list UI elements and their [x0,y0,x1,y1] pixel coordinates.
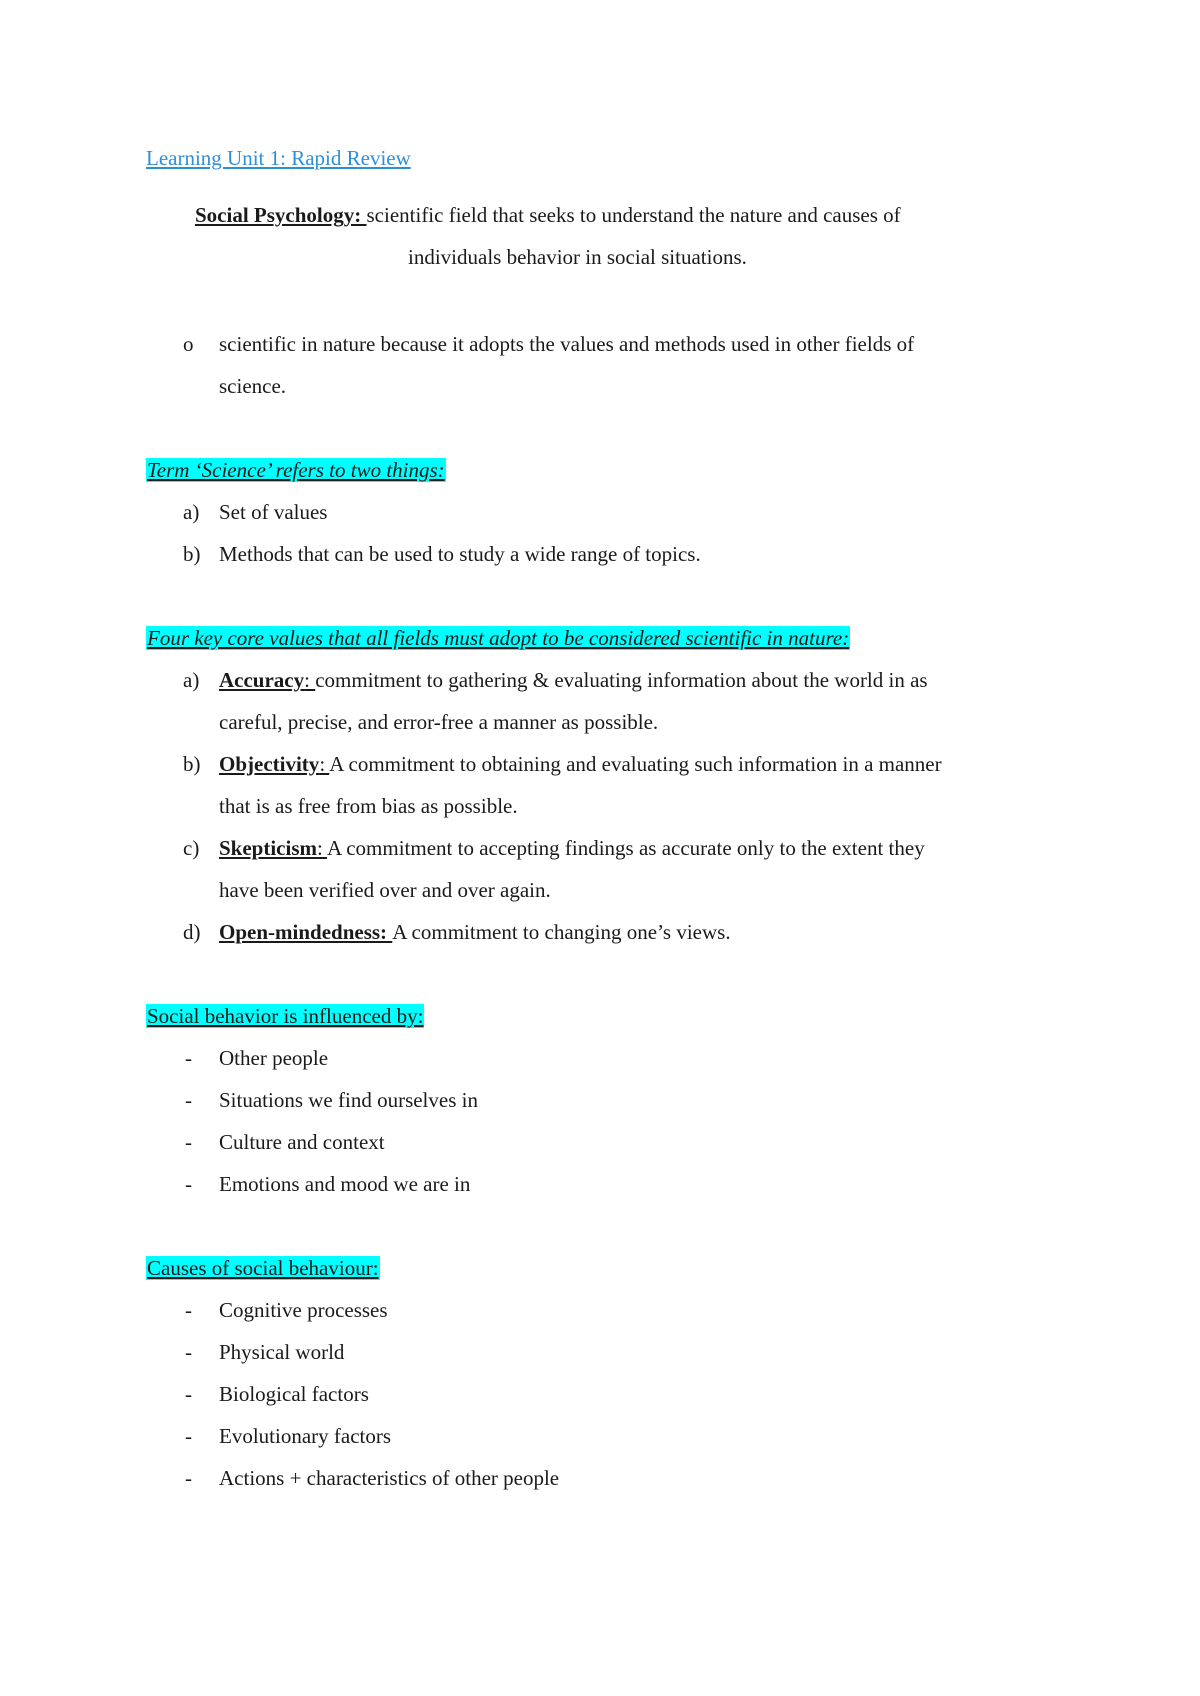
definition-line-1 [195,203,901,228]
bullet-o-marker: o [183,332,194,356]
core-value-skepticism-cont: have been verified over and over again. [219,878,551,902]
list-marker: a) [183,500,200,524]
core-value-accuracy-cont: careful, precise, and error-free a manner as possible. [219,710,659,734]
definition-line-2: individuals behavior in social situations. [408,245,747,269]
dash-marker: - [185,1382,192,1406]
list-item: Physical world [219,1340,345,1364]
list-marker: c) [183,836,200,860]
dash-marker: - [185,1046,192,1070]
bullet-o-line-1: scientific in nature because it adopts the values and methods used in other fields of [219,332,915,356]
dash-marker: - [185,1172,192,1196]
list-marker: b) [183,752,201,776]
dash-marker: - [185,1424,192,1448]
list-item: Methods that can be used to study a wide range of topics. [219,542,701,566]
list-marker: b) [183,542,201,566]
list-marker: d) [183,920,201,944]
core-value-open-mindedness: Open-mindedness: A commitment to changing one’s views. [219,920,731,944]
core-value-accuracy: Accuracy: commitment to gathering & evaluating information about the world in as [219,668,928,692]
list-item: Emotions and mood we are in [219,1172,471,1196]
list-item: Cognitive processes [219,1298,388,1322]
list-item: Evolutionary factors [219,1424,392,1448]
core-value-objectivity-cont: that is as free from bias as possible. [219,794,518,818]
core-values-heading: Four key core values that all fields must adopt to be considered scientific in nature: [147,626,850,650]
definition-term: Social Psychology: [195,203,367,227]
list-item: Other people [219,1046,329,1070]
definition-text-1: scientific field that seeks to understand the nature and causes of [366,203,901,227]
dash-marker: - [185,1340,192,1364]
dash-marker: - [185,1466,192,1490]
core-value-skepticism: Skepticism: A commitment to accepting findings as accurate only to the extent they [219,836,925,860]
science-heading: Term ‘Science’ refers to two things: [147,458,445,482]
dash-marker: - [185,1298,192,1322]
core-value-objectivity: Objectivity: A commitment to obtaining and evaluating such information in a manner [219,752,942,776]
causes-heading: Causes of social behaviour: [147,1256,379,1280]
list-marker: a) [183,668,200,692]
list-item: Situations we find ourselves in [219,1088,478,1112]
bullet-o-line-2: science. [219,374,287,398]
list-item: Biological factors [219,1382,369,1406]
list-item: Set of values [219,500,328,524]
page-title[interactable]: Learning Unit 1: Rapid Review [146,146,411,170]
list-item: Actions + characteristics of other people [219,1466,560,1490]
dash-marker: - [185,1130,192,1154]
dash-marker: - [185,1088,192,1112]
list-item: Culture and context [219,1130,385,1154]
influenced-heading: Social behavior is influenced by: [147,1004,424,1028]
